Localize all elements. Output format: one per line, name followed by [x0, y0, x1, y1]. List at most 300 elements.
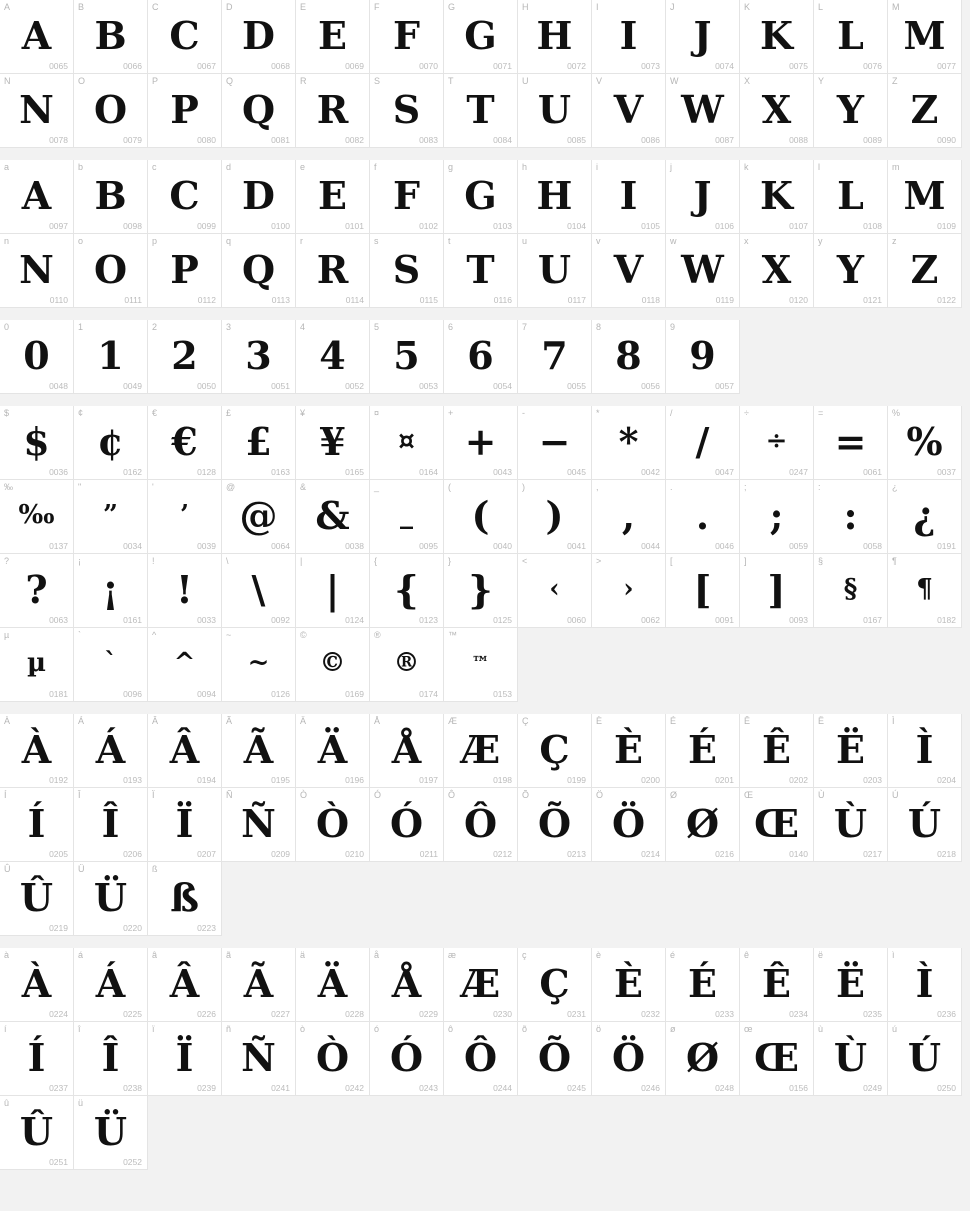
glyph-cell[interactable]	[444, 480, 518, 554]
glyph-character-label: Ï	[152, 790, 155, 800]
glyph-code: 0236	[937, 1009, 956, 1019]
glyph-character-label: Ü	[78, 864, 85, 874]
glyph-group-uppercase-latin	[0, 0, 970, 148]
glyph-code: 0066	[123, 61, 142, 71]
glyph-row	[0, 1096, 970, 1170]
glyph-preview: £	[245, 418, 272, 464]
glyph-cell[interactable]	[888, 948, 962, 1022]
glyph-cell[interactable]	[814, 234, 888, 308]
glyph-cell[interactable]	[148, 0, 222, 74]
glyph-cell[interactable]	[296, 788, 370, 862]
glyph-code: 0094	[197, 689, 216, 699]
glyph-cell[interactable]	[148, 554, 222, 628]
glyph-cell[interactable]	[222, 234, 296, 308]
glyph-character-label: n	[4, 236, 10, 246]
glyph-cell[interactable]	[592, 406, 666, 480]
glyph-preview: F	[393, 172, 420, 218]
glyph-preview: Ü	[93, 874, 128, 920]
glyph-preview: M	[903, 12, 946, 58]
glyph-character-label: ,	[596, 482, 599, 492]
glyph-character-label: ¶	[892, 556, 897, 566]
glyph-cell[interactable]	[444, 74, 518, 148]
glyph-character-label: i	[596, 162, 598, 172]
glyph-cell[interactable]	[74, 948, 148, 1022]
glyph-preview: Q	[241, 246, 276, 292]
glyph-character-label: ;	[744, 482, 747, 492]
glyph-cell[interactable]	[370, 480, 444, 554]
glyph-cell[interactable]	[148, 862, 222, 936]
glyph-preview: ™	[471, 652, 490, 674]
glyph-preview: .	[695, 492, 710, 538]
glyph-cell[interactable]	[666, 948, 740, 1022]
glyph-cell[interactable]	[666, 234, 740, 308]
glyph-code: 0098	[123, 221, 142, 231]
glyph-cell[interactable]	[888, 0, 962, 74]
glyph-cell[interactable]	[0, 320, 74, 394]
glyph-character-label: f	[374, 162, 377, 172]
glyph-cell[interactable]	[518, 234, 592, 308]
glyph-code: 0105	[641, 221, 660, 231]
glyph-cell[interactable]	[148, 320, 222, 394]
glyph-code: 0216	[715, 849, 734, 859]
glyph-character-label: î	[78, 1024, 81, 1034]
glyph-group-accented-uppercase	[0, 714, 970, 936]
glyph-character-label: Q	[226, 76, 234, 86]
glyph-code: 0063	[49, 615, 68, 625]
glyph-code: 0164	[419, 467, 438, 477]
glyph-cell[interactable]	[888, 234, 962, 308]
glyph-cell[interactable]	[296, 554, 370, 628]
glyph-cell[interactable]	[370, 554, 444, 628]
glyph-cell[interactable]	[518, 320, 592, 394]
glyph-cell[interactable]	[296, 1022, 370, 1096]
glyph-cell[interactable]	[370, 714, 444, 788]
glyph-code: 0210	[345, 849, 364, 859]
glyph-cell-empty	[740, 628, 814, 702]
glyph-cell[interactable]	[74, 320, 148, 394]
glyph-cell[interactable]	[888, 788, 962, 862]
glyph-code: 0206	[123, 849, 142, 859]
glyph-character-label: Ú	[892, 790, 899, 800]
glyph-cell[interactable]	[518, 0, 592, 74]
glyph-cell[interactable]	[222, 0, 296, 74]
glyph-cell[interactable]	[814, 480, 888, 554]
glyph-cell[interactable]	[814, 554, 888, 628]
glyph-cell[interactable]	[444, 320, 518, 394]
glyph-cell[interactable]	[0, 714, 74, 788]
glyph-cell[interactable]	[592, 0, 666, 74]
glyph-cell[interactable]	[814, 406, 888, 480]
glyph-character-label: {	[374, 556, 378, 566]
glyph-cell[interactable]	[666, 554, 740, 628]
glyph-character-label: 4	[300, 322, 306, 332]
glyph-character-label: ^	[152, 630, 157, 640]
glyph-character-label: ú	[892, 1024, 898, 1034]
glyph-cell[interactable]	[222, 1022, 296, 1096]
glyph-cell-empty	[518, 1096, 592, 1170]
glyph-character-label: 6	[448, 322, 454, 332]
glyph-cell[interactable]	[148, 1022, 222, 1096]
glyph-cell[interactable]	[888, 74, 962, 148]
glyph-cell[interactable]	[0, 862, 74, 936]
glyph-preview: ^	[173, 648, 196, 678]
glyph-cell[interactable]	[518, 74, 592, 148]
glyph-cell[interactable]	[888, 1022, 962, 1096]
glyph-character-label: v	[596, 236, 601, 246]
glyph-code: 0213	[567, 849, 586, 859]
glyph-cell[interactable]	[0, 0, 74, 74]
glyph-character-label: c	[152, 162, 157, 172]
glyph-preview: Á	[95, 726, 126, 772]
glyph-cell[interactable]	[740, 714, 814, 788]
glyph-cell[interactable]	[370, 160, 444, 234]
glyph-cell[interactable]	[444, 1022, 518, 1096]
glyph-cell[interactable]	[74, 480, 148, 554]
glyph-cell[interactable]	[370, 74, 444, 148]
glyph-cell[interactable]	[0, 948, 74, 1022]
glyph-cell[interactable]	[814, 1022, 888, 1096]
glyph-character-label: á	[78, 950, 84, 960]
glyph-code: 0228	[345, 1009, 364, 1019]
glyph-character-label: B	[78, 2, 85, 12]
glyph-cell[interactable]	[222, 554, 296, 628]
glyph-cell[interactable]	[740, 234, 814, 308]
glyph-code: 0161	[123, 615, 142, 625]
glyph-preview: Ó	[389, 800, 424, 846]
glyph-group-lowercase-latin	[0, 160, 970, 308]
glyph-preview: Ô	[463, 800, 498, 846]
glyph-cell[interactable]	[148, 160, 222, 234]
glyph-cell[interactable]	[148, 628, 222, 702]
glyph-cell[interactable]	[74, 788, 148, 862]
glyph-preview: S	[392, 86, 421, 132]
glyph-code: 0202	[789, 775, 808, 785]
glyph-cell[interactable]	[222, 948, 296, 1022]
glyph-character-label: |	[300, 556, 303, 566]
glyph-cell[interactable]	[518, 948, 592, 1022]
glyph-preview: Õ	[537, 800, 572, 846]
glyph-code: 0249	[863, 1083, 882, 1093]
glyph-cell[interactable]	[370, 320, 444, 394]
glyph-code: 0043	[493, 467, 512, 477]
glyph-cell[interactable]	[814, 160, 888, 234]
glyph-cell[interactable]	[740, 788, 814, 862]
glyph-cell[interactable]	[148, 788, 222, 862]
glyph-preview: O	[93, 246, 128, 292]
glyph-cell[interactable]	[814, 948, 888, 1022]
glyph-cell[interactable]	[0, 788, 74, 862]
glyph-cell[interactable]	[74, 862, 148, 936]
glyph-code: 0201	[715, 775, 734, 785]
glyph-character-label: E	[300, 2, 307, 12]
glyph-character-label: À	[4, 716, 11, 726]
glyph-code: 0118	[641, 295, 660, 305]
glyph-cell[interactable]	[888, 160, 962, 234]
glyph-cell[interactable]	[444, 160, 518, 234]
glyph-preview: Ï	[175, 1034, 194, 1080]
glyph-cell[interactable]	[740, 160, 814, 234]
glyph-character-label: $	[4, 408, 10, 418]
glyph-preview: Î	[101, 800, 120, 846]
glyph-preview: +	[464, 418, 497, 464]
glyph-row	[0, 554, 970, 628]
glyph-cell[interactable]	[370, 948, 444, 1022]
glyph-cell[interactable]	[296, 320, 370, 394]
glyph-cell[interactable]	[666, 480, 740, 554]
glyph-cell[interactable]	[370, 788, 444, 862]
glyph-cell[interactable]	[148, 406, 222, 480]
glyph-cell[interactable]	[222, 406, 296, 480]
glyph-cell[interactable]	[0, 160, 74, 234]
glyph-cell[interactable]	[296, 234, 370, 308]
glyph-character-label: Û	[4, 864, 11, 874]
glyph-preview: ,	[621, 492, 636, 538]
glyph-preview: Ù	[833, 1034, 868, 1080]
glyph-character-label: ÷	[744, 408, 749, 418]
glyph-character-label: W	[670, 76, 679, 86]
glyph-code: 0238	[123, 1083, 142, 1093]
glyph-code: 0124	[345, 615, 364, 625]
glyph-code: 0070	[419, 61, 438, 71]
glyph-character-label: µ	[4, 630, 10, 640]
glyph-character-label: O	[78, 76, 86, 86]
glyph-preview: ¿	[913, 492, 936, 538]
glyph-cell[interactable]	[296, 714, 370, 788]
glyph-cell[interactable]	[74, 714, 148, 788]
glyph-cell[interactable]	[370, 406, 444, 480]
glyph-cell[interactable]	[0, 554, 74, 628]
glyph-cell[interactable]	[74, 74, 148, 148]
glyph-cell[interactable]	[666, 0, 740, 74]
glyph-preview: D	[242, 172, 275, 218]
glyph-cell[interactable]	[0, 234, 74, 308]
glyph-character-label: ã	[226, 950, 232, 960]
glyph-character-label: €	[152, 408, 158, 418]
glyph-preview: Ì	[915, 960, 934, 1006]
glyph-cell[interactable]	[148, 480, 222, 554]
glyph-cell[interactable]	[518, 160, 592, 234]
glyph-cell[interactable]	[592, 788, 666, 862]
glyph-code: 0220	[123, 923, 142, 933]
glyph-preview: ~	[247, 648, 270, 678]
glyph-cell[interactable]	[592, 948, 666, 1022]
glyph-cell-empty	[518, 628, 592, 702]
glyph-cell[interactable]	[0, 1022, 74, 1096]
glyph-preview: ®	[393, 648, 420, 678]
glyph-cell[interactable]	[222, 480, 296, 554]
glyph-cell[interactable]	[222, 788, 296, 862]
glyph-cell[interactable]	[222, 714, 296, 788]
glyph-group-digits	[0, 320, 970, 394]
glyph-preview: Ï	[175, 800, 194, 846]
glyph-cell[interactable]	[74, 0, 148, 74]
glyph-code: 0197	[419, 775, 438, 785]
glyph-cell[interactable]	[740, 948, 814, 1022]
glyph-preview: Ô	[463, 1034, 498, 1080]
glyph-cell[interactable]	[814, 788, 888, 862]
glyph-cell[interactable]	[592, 160, 666, 234]
glyph-cell[interactable]	[296, 74, 370, 148]
glyph-cell[interactable]	[296, 480, 370, 554]
glyph-cell[interactable]	[666, 714, 740, 788]
glyph-character-label: z	[892, 236, 897, 246]
glyph-character-label: &	[300, 482, 307, 492]
glyph-cell[interactable]	[74, 234, 148, 308]
glyph-cell[interactable]	[518, 788, 592, 862]
glyph-cell[interactable]	[444, 628, 518, 702]
glyph-cell[interactable]	[444, 948, 518, 1022]
glyph-cell[interactable]	[370, 1022, 444, 1096]
glyph-cell[interactable]	[740, 480, 814, 554]
glyph-code: 0039	[197, 541, 216, 551]
glyph-code: 0057	[715, 381, 734, 391]
glyph-preview: É	[688, 960, 717, 1006]
glyph-character-label: 2	[152, 322, 158, 332]
glyph-cell[interactable]	[0, 480, 74, 554]
glyph-character-label: è	[596, 950, 602, 960]
glyph-cell[interactable]	[740, 1022, 814, 1096]
glyph-code: 0037	[937, 467, 956, 477]
glyph-cell[interactable]	[444, 0, 518, 74]
glyph-cell[interactable]	[666, 74, 740, 148]
glyph-code: 0064	[271, 541, 290, 551]
glyph-cell[interactable]	[74, 554, 148, 628]
glyph-cell[interactable]	[222, 74, 296, 148]
glyph-cell[interactable]	[296, 628, 370, 702]
glyph-row	[0, 74, 970, 148]
glyph-character-label: ~	[226, 630, 232, 640]
glyph-preview: U	[537, 86, 572, 132]
glyph-cell[interactable]	[518, 714, 592, 788]
glyph-cell[interactable]	[444, 406, 518, 480]
glyph-cell[interactable]	[74, 1022, 148, 1096]
glyph-cell[interactable]	[222, 160, 296, 234]
glyph-cell[interactable]	[518, 1022, 592, 1096]
glyph-cell[interactable]	[0, 406, 74, 480]
glyph-preview: J	[693, 172, 712, 218]
glyph-cell[interactable]	[444, 554, 518, 628]
glyph-cell[interactable]	[74, 406, 148, 480]
glyph-cell[interactable]	[740, 0, 814, 74]
glyph-cell[interactable]	[296, 160, 370, 234]
glyph-cell[interactable]	[814, 714, 888, 788]
glyph-character-label: S	[374, 76, 381, 86]
glyph-cell-empty	[814, 320, 888, 394]
glyph-character-label: *	[596, 408, 600, 418]
glyph-character-label: I	[596, 2, 599, 12]
glyph-cell[interactable]	[0, 628, 74, 702]
glyph-cell[interactable]	[592, 74, 666, 148]
glyph-cell[interactable]	[148, 74, 222, 148]
glyph-cell[interactable]	[74, 628, 148, 702]
glyph-cell[interactable]	[814, 74, 888, 148]
glyph-code: 0051	[271, 381, 290, 391]
glyph-cell[interactable]	[444, 234, 518, 308]
glyph-code: 0203	[863, 775, 882, 785]
glyph-cell-empty	[740, 320, 814, 394]
glyph-cell[interactable]	[666, 788, 740, 862]
glyph-cell[interactable]	[666, 406, 740, 480]
glyph-cell[interactable]	[222, 628, 296, 702]
glyph-cell[interactable]	[888, 554, 962, 628]
glyph-cell[interactable]	[222, 320, 296, 394]
glyph-cell[interactable]	[444, 714, 518, 788]
glyph-cell[interactable]	[296, 406, 370, 480]
glyph-cell[interactable]	[592, 320, 666, 394]
glyph-cell[interactable]	[0, 74, 74, 148]
glyph-character-label: ¡	[78, 556, 81, 566]
glyph-cell[interactable]	[518, 480, 592, 554]
glyph-preview: Ê	[762, 960, 791, 1006]
glyph-cell[interactable]	[148, 714, 222, 788]
glyph-character-label: ¥	[300, 408, 306, 418]
glyph-cell[interactable]	[0, 1096, 74, 1170]
glyph-character-label: p	[152, 236, 158, 246]
glyph-cell[interactable]	[370, 628, 444, 702]
glyph-cell[interactable]	[370, 0, 444, 74]
glyph-cell[interactable]	[740, 554, 814, 628]
glyph-cell[interactable]	[592, 480, 666, 554]
glyph-cell[interactable]	[74, 160, 148, 234]
glyph-cell[interactable]	[592, 554, 666, 628]
glyph-code: 0123	[419, 615, 438, 625]
glyph-preview: V	[613, 246, 644, 292]
glyph-cell[interactable]	[814, 0, 888, 74]
glyph-cell[interactable]	[666, 320, 740, 394]
glyph-cell[interactable]	[888, 480, 962, 554]
glyph-cell[interactable]	[592, 714, 666, 788]
glyph-character-label: 1	[78, 322, 84, 332]
glyph-cell-empty	[370, 862, 444, 936]
glyph-code: 0053	[419, 381, 438, 391]
glyph-cell[interactable]	[666, 1022, 740, 1096]
glyph-character-label: ì	[892, 950, 895, 960]
glyph-cell[interactable]	[296, 948, 370, 1022]
glyph-preview: {	[394, 566, 419, 612]
glyph-code: 0243	[419, 1083, 438, 1093]
glyph-preview: J	[693, 12, 712, 58]
glyph-cell[interactable]	[666, 160, 740, 234]
glyph-cell[interactable]	[148, 948, 222, 1022]
glyph-cell[interactable]	[888, 714, 962, 788]
glyph-code: 0174	[419, 689, 438, 699]
glyph-character-label: m	[892, 162, 900, 172]
glyph-cell[interactable]	[518, 406, 592, 480]
glyph-preview: &	[315, 492, 350, 538]
glyph-code: 0196	[345, 775, 364, 785]
glyph-code: 0195	[271, 775, 290, 785]
glyph-code: 0119	[715, 295, 734, 305]
glyph-cell[interactable]	[740, 406, 814, 480]
glyph-character-label: ¤	[374, 408, 380, 418]
glyph-code: 0115	[419, 295, 438, 305]
glyph-cell[interactable]	[74, 1096, 148, 1170]
glyph-cell[interactable]	[592, 1022, 666, 1096]
glyph-cell[interactable]	[888, 406, 962, 480]
glyph-code: 0062	[641, 615, 660, 625]
glyph-code: 0113	[271, 295, 290, 305]
glyph-cell[interactable]	[592, 234, 666, 308]
glyph-cell[interactable]	[518, 554, 592, 628]
glyph-cell[interactable]	[444, 788, 518, 862]
glyph-cell[interactable]	[148, 234, 222, 308]
glyph-cell[interactable]	[296, 0, 370, 74]
glyph-preview: ß	[170, 874, 199, 920]
glyph-preview: 4	[319, 332, 346, 378]
glyph-cell[interactable]	[370, 234, 444, 308]
glyph-preview: X	[761, 86, 792, 132]
glyph-cell[interactable]	[740, 74, 814, 148]
